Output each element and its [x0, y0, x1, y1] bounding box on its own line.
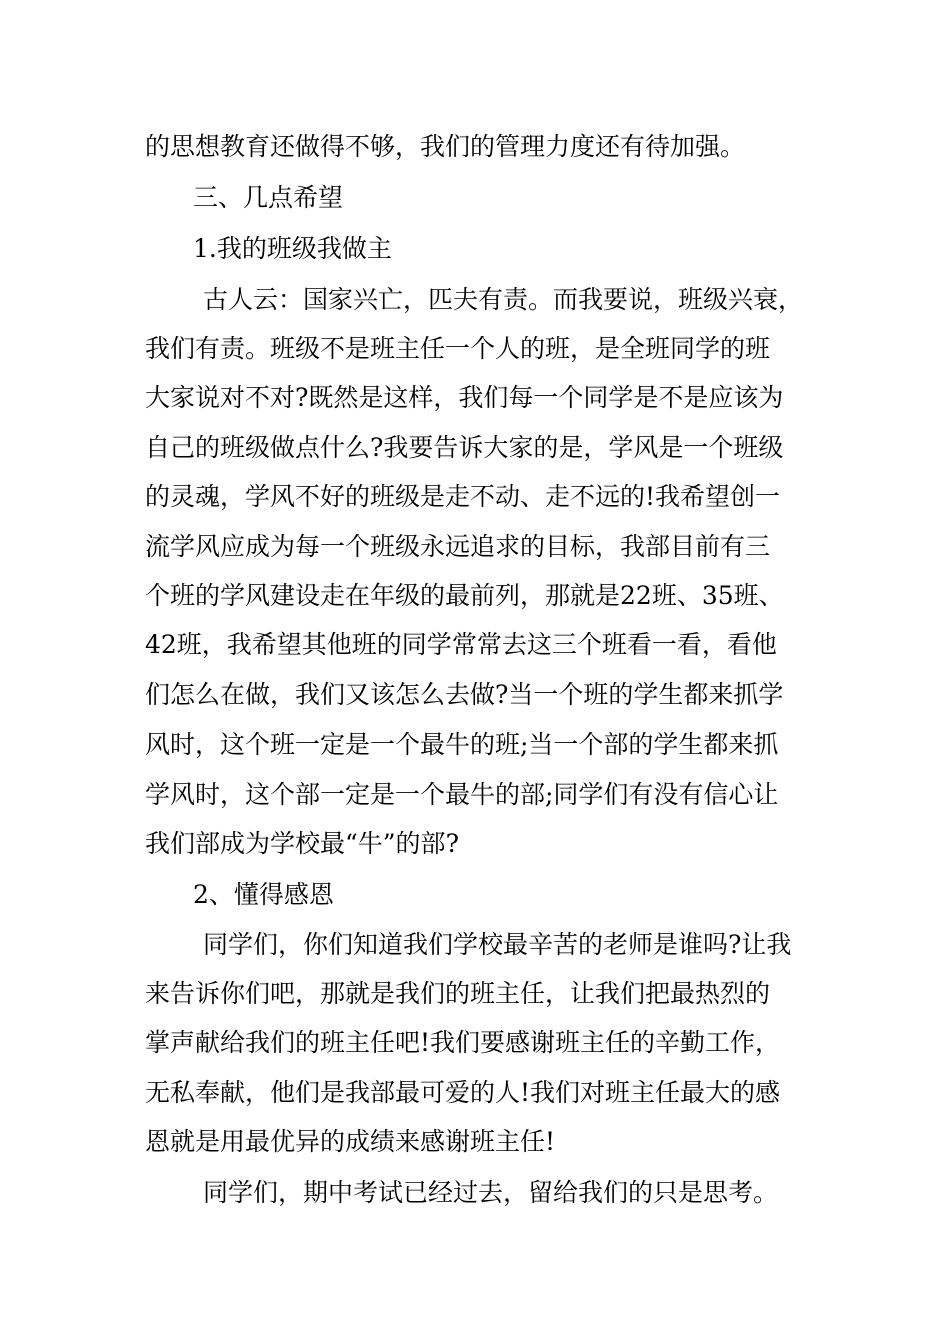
text-line: 我们有责。班级不是班主任一个人的班，是全班同学的班 [145, 334, 771, 363]
text-line: 大家说对不对?既然是这样，我们每一个同学是不是应该为 [145, 383, 784, 412]
text-line: 42班，我希望其他班的同学常常去这三个班看一看，看他 [145, 630, 777, 659]
text-line: 的灵魂，学风不好的班级是走不动、走不远的!我希望创一 [145, 482, 781, 511]
text-line: 同学们，你们知道我们学校最辛苦的老师是谁吗?让我 [203, 930, 792, 959]
section-heading: 三、几点希望 [193, 183, 344, 212]
text-line: 风时，这个班一定是一个最牛的班;当一个部的学生都来抓 [145, 730, 779, 759]
text-line: 学风时，这个部一定是一个最牛的部;同学们有没有信心让 [145, 780, 779, 809]
text-line: 流学风应成为每一个班级永远追求的目标，我部目前有三 [145, 532, 771, 561]
subsection-heading: 1.我的班级我做主 [193, 234, 392, 263]
text-line: 恩就是用最优异的成绩来感谢班主任! [145, 1127, 556, 1156]
text-line: 自己的班级做点什么?我要告诉大家的是，学风是一个班级 [145, 433, 784, 462]
text-line: 同学们，期中考试已经过去，留给我们的只是思考。 [203, 1178, 779, 1207]
text-line: 掌声献给我们的班主任吧!我们要感谢班主任的辛勤工作， [145, 1028, 781, 1057]
text-line: 个班的学风建设走在年级的最前列，那就是22班、35班、 [145, 581, 784, 610]
text-line: 来告诉你们吧，那就是我们的班主任，让我们把最热烈的 [145, 979, 771, 1008]
subsection-heading: 2、懂得感恩 [193, 880, 334, 909]
text-line: 的思想教育还做得不够，我们的管理力度还有待加强。 [145, 132, 746, 161]
text-line: 我们部成为学校最“牛”的部? [145, 829, 459, 858]
text-line: 古人云：国家兴亡，匹夫有责。而我要说，班级兴衰， [203, 285, 804, 314]
text-line: 们怎么在做，我们又该怎么去做?当一个班的学生都来抓学 [145, 680, 784, 709]
text-line: 无私奉献，他们是我部最可爱的人!我们对班主任最大的感 [145, 1078, 781, 1107]
